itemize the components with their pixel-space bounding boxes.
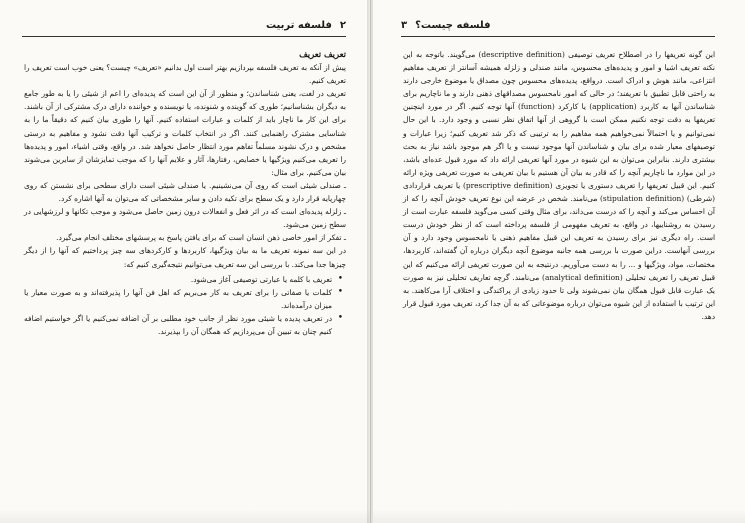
paragraph: در این سه نمونه تعریف ما به بیان ویژگیها، کاربردها و کارکردهای سه چیز پرداختیم که آنها را از دیگر چیزها جدا می‌کند. با بررسی این سه تعریف می‌توانیم نتیجه‌گیری کنیم که: [24,246,346,269]
list-item: • تعریف با کلمه یا عبارتی توصیفی آغاز می‌شود. [24,273,332,286]
header-rule [22,36,346,37]
paragraph: ـ صندلی شیئی است که روی آن می‌نشینیم. یا صندلی شیئی است دارای سطحی برای نشستن که روی چهارپایه قرار دارد و یک سطح برای تکیه دادن و سایر مشخصاتی که می‌توان به آنها اشاره کرد. [24,180,346,204]
right-page-body [403,48,715,323]
conclusion-list [24,273,346,338]
page-shadow [373,509,745,523]
section-title: تعریف تعریف [299,49,346,59]
left-page [0,0,371,523]
header-rule [401,36,715,37]
page-shadow [0,509,370,523]
right-page [373,0,745,523]
running-title: فلسفه چیست؟ [415,20,491,31]
list-item: • کلمات یا صفاتی را برای تعریف به کار می‌بریم که اهل فن آنها را پذیرفته‌اند و به صورت معیار یا میزان درآمده‌اند. [24,286,332,312]
left-page-body [24,48,346,338]
paragraph: تعریف در لغت، یعنی شناساندن؛ و منظور از آن این است که پدیده‌ای را اعم از شیئی را یا به طور جامع به دیگران بشناسانیم؛ طوری که گوینده و شنونده، یا نویسنده و خواننده دارای درک مشترکی از آن باشند. برای این کار ما ناچار باید از کلمات و عبارات استفاده کنیم. آنها را طوری بیان کنیم که دقیقاً ما را به شناسایی مشترک راهنمایی کنند. اگر در انتخاب کلمات و ترکیب آنها دقت نشود و مفاهیم به درستی مشخص و درک نشوند مسلماً تفاهم مورد انتظار حاصل نخواهد شد. در واقع، وقتی اشیاء، امور و پدیده‌ها را تعریف می‌کنیم ویژگیها یا خصایص، رفتارها، آثار و علایم آنها را که موجب تمایزشان از سایرین می‌شوند بیان می‌کنیم. برای مثال: [24,89,346,177]
left-page-header [266,20,346,31]
running-title: فلسفه تربیت [265,20,332,31]
page-number: ۳ [401,20,408,31]
paragraph: این گونه تعریفها را در اصطلاح تعریف توصیفی (descriptive definition) می‌گویند. باتوجه به این نکته تعریف اشیا و امور و پدیده‌های محسوس، مانند صندلی و زلزله همیشه آسانتر از تعریف مفاهیم انتزاعی، مانند هوش و ادراک است. درواقع، پدیده‌های محسوس چون مصداق یا موضوع خارجی دارند به راحتی قابل تطبیق با تعریفند؛ در حالی که امور نامحسوس مصداقهای ذهنی دارند و ما ناچاریم برای شناساندن آنها به کاربرد (application) یا کارکرد (function) آنها توجه کنیم. اگر در مورد اینچنین تعریفها به دقت توجه نکنیم ممکن است با گروهی از آنها اتفاق نظر نسبی و وجود دارد. با این حال نمی‌توانیم و یا احتمالاً نمی‌خواهیم همه مفاهیم را به ترتیبی که ذکر شد تعریف کنیم؛ زیرا عبارات و توصیفهای معیار شده برای بیان و شناساندن آنها موجود نیست و یا اگر هم موجود باشد نیاز به بحث بیشتری دارند. بنابراین می‌توان به این شیوه در مورد آنها تعریفی ارائه داد که مورد قبول عده‌ای باشد، در این موارد ما ناچاریم آنچه را که قادر به بیان آن هستیم با بیان تعریفی به صورت تعریفی ویژه ارائه کنیم. این قبیل تعریفها را تعریف دستوری یا تجویزی (prescriptive definition) یا تعریف قراردادی (شرطی) (stipulation definition) می‌نامند. شخص در عرضه این نوع تعریف خودش آنچه را که از آن احساس می‌کند و آنچه را که درست می‌داند، برای مثال وقتی کسی می‌گوید فلسفه عبارت است از رسیدن به روشناییها، در واقع، به تعریف مفهومی از فلسفه پرداخته است که از نظر خودش درست است. راه دیگری نیز برای رسیدن به تعریف این قبیل مفاهیم ذهنی یا نامحسوس وجود دارد و آن بررسی آنهاست. دراین صورت با بررسی همه جانبه موضوع آنچه دیگران درباره آن گفته‌اند، کاربردها، مختصات، مواد، ویژگیها و ... را به دست می‌آوریم. درنتیجه به این صورت تعریفی ارائه می‌کنیم که این قبیل تعریف را تعریف تحلیلی (analytical definition) می‌نامند. گرچه تعاریف تحلیلی نیز به صورت یک عبارت قابل قبول همگان بیان نمی‌شوند ولی تا حدود زیادی از پراکندگی و اختلاف آرا می‌کاهند. به این ترتیب با استفاده از این شیوه می‌توان درباره موضوعاتی که به آن جدا کرد، تعریف مورد قبول قرار دهد. [403,50,715,321]
page-number: ۲ [339,20,346,31]
right-page-header [401,20,491,31]
paragraph: ـ زلزله پدیده‌ای است که در اثر فعل و انفعالات درون زمین حاصل می‌شود و موجب تکانها و لرزشهایی در سطح زمین می‌شود. [24,207,346,230]
paragraph: ـ تفکر از امور خاصی ذهن انسان است که برای یافتن پاسخ به پرسشهای مختلف انجام می‌گیرد. [56,233,346,243]
list-item: • در تعریف پدیده یا شیئی مورد نظر از جانب خود مطلبی بر آن اضافه نمی‌کنیم یا اگر خواستیم اضافه کنیم چنان به تبیین آن می‌پردازیم که همگان آن را بپذیرند. [24,312,332,338]
paragraph: پیش از آنکه به تعریف فلسفه بپردازیم بهتر است اول بدانیم «تعریف» چیست؟ یعنی خوب است تعریف را تعریف کنیم. [24,63,346,86]
